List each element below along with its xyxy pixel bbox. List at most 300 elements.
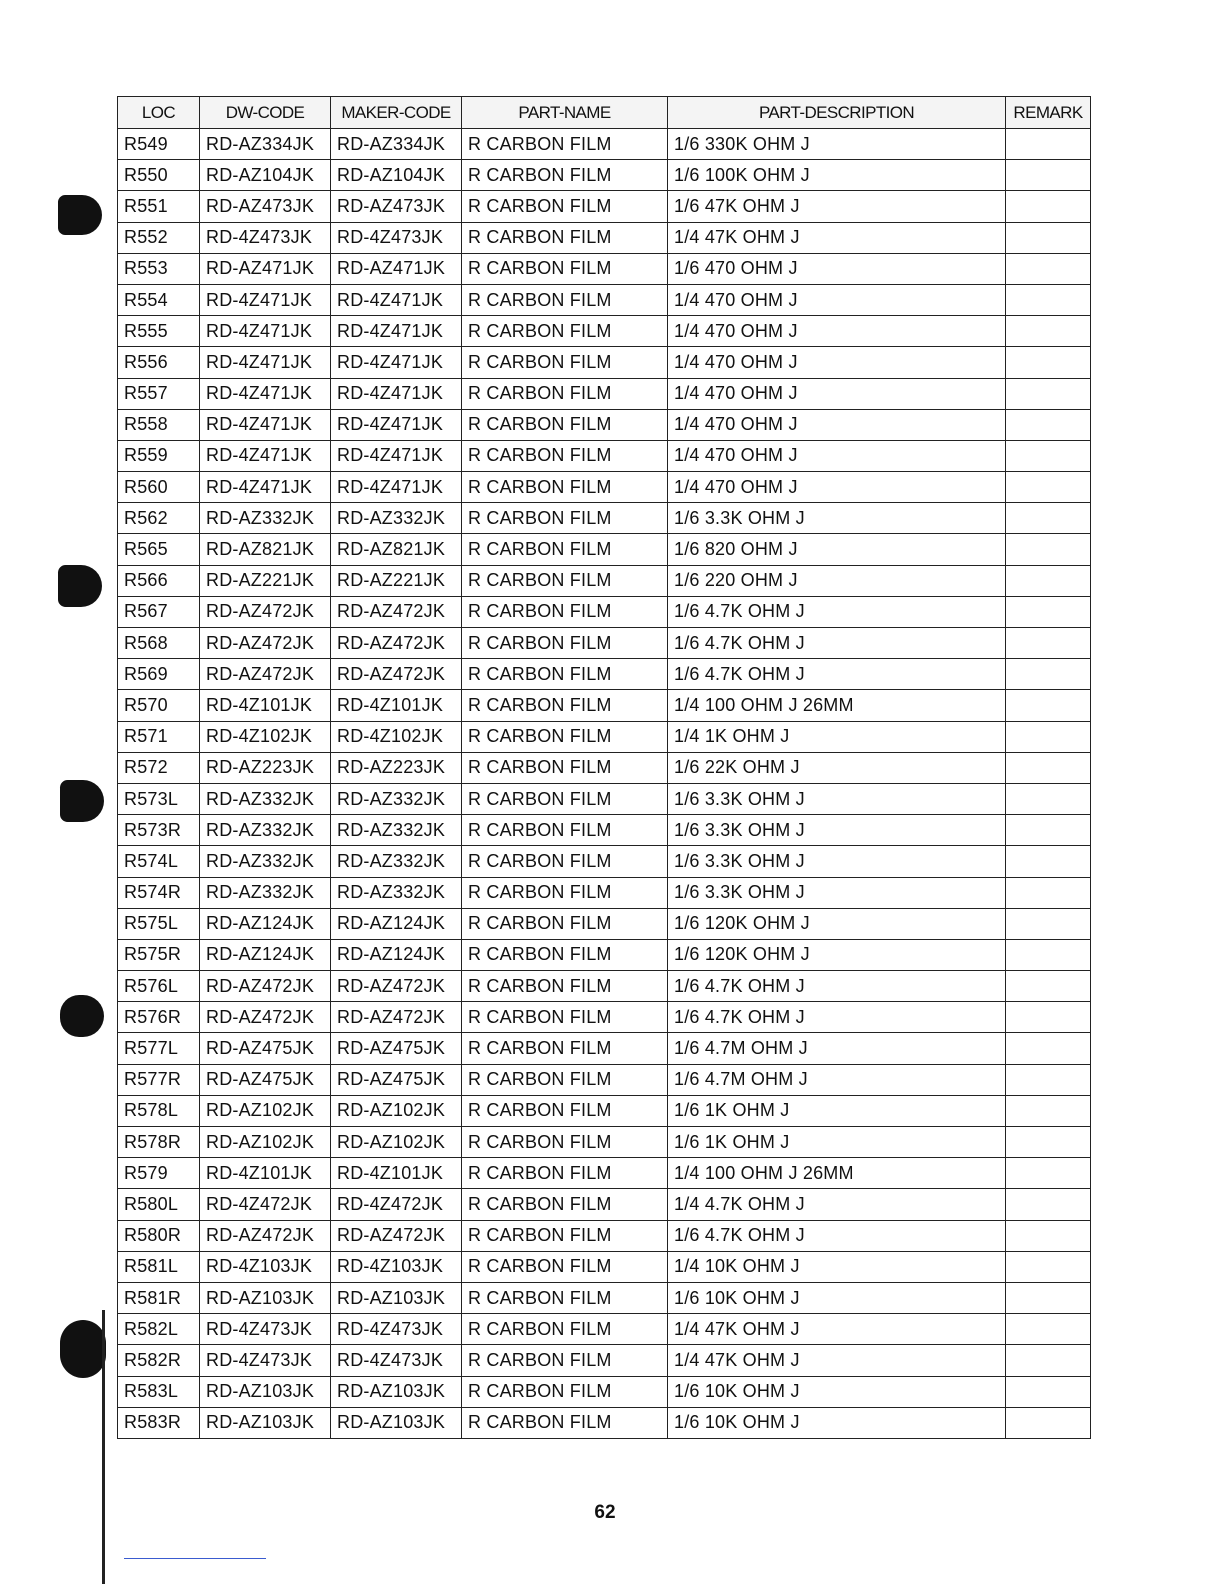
cell-part-description: 1/6 47K OHM J bbox=[668, 191, 1006, 222]
cell-maker-code: RD-AZ332JK bbox=[331, 877, 462, 908]
cell-part-description: 1/4 100 OHM J 26MM bbox=[668, 690, 1006, 721]
cell-part-name: R CARBON FILM bbox=[462, 440, 668, 471]
cell-remark bbox=[1006, 1095, 1091, 1126]
cell-remark bbox=[1006, 1002, 1091, 1033]
cell-maker-code: RD-AZ471JK bbox=[331, 253, 462, 284]
cell-part-name: R CARBON FILM bbox=[462, 1095, 668, 1126]
header-maker-code: MAKER-CODE bbox=[331, 97, 462, 129]
table-row bbox=[118, 129, 1091, 160]
cell-maker-code: RD-AZ103JK bbox=[331, 1282, 462, 1313]
table-row bbox=[118, 1251, 1091, 1282]
cell-remark bbox=[1006, 815, 1091, 846]
cell-remark bbox=[1006, 284, 1091, 315]
table-row bbox=[118, 284, 1091, 315]
table-row bbox=[118, 409, 1091, 440]
cell-remark bbox=[1006, 1033, 1091, 1064]
cell-maker-code: RD-4Z471JK bbox=[331, 409, 462, 440]
cell-loc: R576L bbox=[118, 971, 200, 1002]
cell-dw-code: RD-AZ332JK bbox=[200, 877, 331, 908]
cell-dw-code: RD-4Z471JK bbox=[200, 316, 331, 347]
cell-part-description: 1/6 10K OHM J bbox=[668, 1407, 1006, 1438]
table-row bbox=[118, 659, 1091, 690]
cell-loc: R557 bbox=[118, 378, 200, 409]
table-row bbox=[118, 347, 1091, 378]
cell-part-name: R CARBON FILM bbox=[462, 628, 668, 659]
cell-maker-code: RD-4Z473JK bbox=[331, 222, 462, 253]
cell-loc: R581R bbox=[118, 1282, 200, 1313]
cell-loc: R575L bbox=[118, 908, 200, 939]
cell-maker-code: RD-AZ472JK bbox=[331, 628, 462, 659]
cell-remark bbox=[1006, 160, 1091, 191]
cell-part-name: R CARBON FILM bbox=[462, 1189, 668, 1220]
cell-part-description: 1/4 470 OHM J bbox=[668, 409, 1006, 440]
table-header-row bbox=[118, 97, 1091, 129]
cell-part-description: 1/4 470 OHM J bbox=[668, 316, 1006, 347]
cell-part-name: R CARBON FILM bbox=[462, 1314, 668, 1345]
cell-dw-code: RD-4Z471JK bbox=[200, 284, 331, 315]
cell-dw-code: RD-4Z471JK bbox=[200, 378, 331, 409]
cell-loc: R580L bbox=[118, 1189, 200, 1220]
binder-edge-line bbox=[102, 1310, 105, 1584]
cell-remark bbox=[1006, 628, 1091, 659]
table-row bbox=[118, 253, 1091, 284]
cell-part-name: R CARBON FILM bbox=[462, 1064, 668, 1095]
cell-dw-code: RD-AZ332JK bbox=[200, 503, 331, 534]
cell-remark bbox=[1006, 877, 1091, 908]
cell-dw-code: RD-AZ472JK bbox=[200, 971, 331, 1002]
binder-hole-mark bbox=[58, 565, 102, 607]
table-row bbox=[118, 160, 1091, 191]
cell-part-name: R CARBON FILM bbox=[462, 503, 668, 534]
cell-remark bbox=[1006, 752, 1091, 783]
cell-loc: R576R bbox=[118, 1002, 200, 1033]
table-row bbox=[118, 877, 1091, 908]
table-row bbox=[118, 1064, 1091, 1095]
cell-part-description: 1/4 470 OHM J bbox=[668, 378, 1006, 409]
cell-part-description: 1/6 4.7M OHM J bbox=[668, 1064, 1006, 1095]
table-row bbox=[118, 1033, 1091, 1064]
table-row bbox=[118, 939, 1091, 970]
cell-remark bbox=[1006, 659, 1091, 690]
cell-part-name: R CARBON FILM bbox=[462, 1002, 668, 1033]
cell-loc: R577R bbox=[118, 1064, 200, 1095]
cell-part-name: R CARBON FILM bbox=[462, 1345, 668, 1376]
cell-part-name: R CARBON FILM bbox=[462, 846, 668, 877]
cell-maker-code: RD-AZ103JK bbox=[331, 1407, 462, 1438]
cell-part-description: 1/6 4.7K OHM J bbox=[668, 659, 1006, 690]
table-row bbox=[118, 316, 1091, 347]
cell-part-description: 1/6 330K OHM J bbox=[668, 129, 1006, 160]
cell-part-description: 1/6 120K OHM J bbox=[668, 908, 1006, 939]
table-row bbox=[118, 191, 1091, 222]
cell-loc: R551 bbox=[118, 191, 200, 222]
table-row bbox=[118, 908, 1091, 939]
cell-dw-code: RD-4Z101JK bbox=[200, 1158, 331, 1189]
cell-maker-code: RD-AZ103JK bbox=[331, 1376, 462, 1407]
cell-loc: R572 bbox=[118, 752, 200, 783]
cell-loc: R581L bbox=[118, 1251, 200, 1282]
cell-part-description: 1/4 47K OHM J bbox=[668, 222, 1006, 253]
cell-part-name: R CARBON FILM bbox=[462, 1251, 668, 1282]
cell-remark bbox=[1006, 534, 1091, 565]
cell-loc: R574R bbox=[118, 877, 200, 908]
cell-maker-code: RD-4Z471JK bbox=[331, 347, 462, 378]
header-dw-code: DW-CODE bbox=[200, 97, 331, 129]
cell-loc: R558 bbox=[118, 409, 200, 440]
cell-loc: R569 bbox=[118, 659, 200, 690]
cell-part-name: R CARBON FILM bbox=[462, 1282, 668, 1313]
cell-dw-code: RD-4Z473JK bbox=[200, 1345, 331, 1376]
cell-part-name: R CARBON FILM bbox=[462, 1407, 668, 1438]
cell-part-description: 1/6 3.3K OHM J bbox=[668, 815, 1006, 846]
cell-loc: R560 bbox=[118, 472, 200, 503]
cell-remark bbox=[1006, 908, 1091, 939]
cell-part-name: R CARBON FILM bbox=[462, 752, 668, 783]
cell-part-name: R CARBON FILM bbox=[462, 877, 668, 908]
cell-maker-code: RD-AZ472JK bbox=[331, 1220, 462, 1251]
table-row bbox=[118, 596, 1091, 627]
cell-maker-code: RD-4Z472JK bbox=[331, 1189, 462, 1220]
cell-remark bbox=[1006, 939, 1091, 970]
cell-loc: R556 bbox=[118, 347, 200, 378]
cell-part-name: R CARBON FILM bbox=[462, 378, 668, 409]
cell-part-description: 1/6 3.3K OHM J bbox=[668, 503, 1006, 534]
cell-loc: R573L bbox=[118, 783, 200, 814]
cell-part-description: 1/6 4.7M OHM J bbox=[668, 1033, 1006, 1064]
header-part-name: PART-NAME bbox=[462, 97, 668, 129]
cell-maker-code: RD-4Z473JK bbox=[331, 1314, 462, 1345]
cell-part-name: R CARBON FILM bbox=[462, 1376, 668, 1407]
cell-part-description: 1/4 1K OHM J bbox=[668, 721, 1006, 752]
cell-part-description: 1/6 4.7K OHM J bbox=[668, 1002, 1006, 1033]
table-row bbox=[118, 378, 1091, 409]
cell-part-description: 1/6 820 OHM J bbox=[668, 534, 1006, 565]
cell-part-name: R CARBON FILM bbox=[462, 659, 668, 690]
table-body bbox=[118, 129, 1091, 1439]
cell-loc: R571 bbox=[118, 721, 200, 752]
cell-loc: R578R bbox=[118, 1127, 200, 1158]
cell-part-name: R CARBON FILM bbox=[462, 160, 668, 191]
cell-dw-code: RD-AZ472JK bbox=[200, 1002, 331, 1033]
cell-maker-code: RD-4Z471JK bbox=[331, 472, 462, 503]
cell-dw-code: RD-AZ104JK bbox=[200, 160, 331, 191]
binder-hole-mark bbox=[58, 195, 102, 235]
cell-part-name: R CARBON FILM bbox=[462, 534, 668, 565]
cell-part-name: R CARBON FILM bbox=[462, 908, 668, 939]
cell-remark bbox=[1006, 191, 1091, 222]
table-row bbox=[118, 472, 1091, 503]
cell-dw-code: RD-AZ223JK bbox=[200, 752, 331, 783]
cell-loc: R552 bbox=[118, 222, 200, 253]
cell-remark bbox=[1006, 1189, 1091, 1220]
cell-maker-code: RD-AZ472JK bbox=[331, 596, 462, 627]
cell-dw-code: RD-4Z102JK bbox=[200, 721, 331, 752]
cell-maker-code: RD-AZ475JK bbox=[331, 1064, 462, 1095]
cell-remark bbox=[1006, 472, 1091, 503]
cell-loc: R577L bbox=[118, 1033, 200, 1064]
cell-loc: R583L bbox=[118, 1376, 200, 1407]
cell-part-description: 1/4 470 OHM J bbox=[668, 347, 1006, 378]
cell-dw-code: RD-AZ124JK bbox=[200, 908, 331, 939]
cell-loc: R566 bbox=[118, 565, 200, 596]
table-row bbox=[118, 628, 1091, 659]
cell-loc: R554 bbox=[118, 284, 200, 315]
cell-dw-code: RD-AZ124JK bbox=[200, 939, 331, 970]
cell-dw-code: RD-AZ334JK bbox=[200, 129, 331, 160]
cell-part-description: 1/4 100 OHM J 26MM bbox=[668, 1158, 1006, 1189]
cell-loc: R582R bbox=[118, 1345, 200, 1376]
cell-remark bbox=[1006, 846, 1091, 877]
cell-part-description: 1/6 470 OHM J bbox=[668, 253, 1006, 284]
cell-remark bbox=[1006, 1220, 1091, 1251]
table-row bbox=[118, 721, 1091, 752]
cell-loc: R555 bbox=[118, 316, 200, 347]
cell-maker-code: RD-4Z473JK bbox=[331, 1345, 462, 1376]
table-row bbox=[118, 1282, 1091, 1313]
cell-part-name: R CARBON FILM bbox=[462, 1158, 668, 1189]
cell-loc: R568 bbox=[118, 628, 200, 659]
cell-remark bbox=[1006, 565, 1091, 596]
table-row bbox=[118, 1345, 1091, 1376]
cell-remark bbox=[1006, 1064, 1091, 1095]
cell-dw-code: RD-4Z471JK bbox=[200, 409, 331, 440]
cell-maker-code: RD-4Z471JK bbox=[331, 378, 462, 409]
cell-loc: R575R bbox=[118, 939, 200, 970]
cell-part-description: 1/6 22K OHM J bbox=[668, 752, 1006, 783]
cell-maker-code: RD-AZ104JK bbox=[331, 160, 462, 191]
cell-part-description: 1/6 120K OHM J bbox=[668, 939, 1006, 970]
cell-dw-code: RD-4Z471JK bbox=[200, 347, 331, 378]
cell-remark bbox=[1006, 1376, 1091, 1407]
cell-loc: R565 bbox=[118, 534, 200, 565]
cell-loc: R559 bbox=[118, 440, 200, 471]
binder-hole-mark bbox=[60, 1320, 106, 1378]
cell-part-description: 1/6 1K OHM J bbox=[668, 1127, 1006, 1158]
cell-dw-code: RD-AZ332JK bbox=[200, 846, 331, 877]
cell-remark bbox=[1006, 1127, 1091, 1158]
cell-part-name: R CARBON FILM bbox=[462, 222, 668, 253]
cell-dw-code: RD-AZ472JK bbox=[200, 628, 331, 659]
cell-part-name: R CARBON FILM bbox=[462, 565, 668, 596]
cell-loc: R574L bbox=[118, 846, 200, 877]
cell-part-description: 1/4 470 OHM J bbox=[668, 472, 1006, 503]
cell-dw-code: RD-4Z471JK bbox=[200, 440, 331, 471]
cell-part-name: R CARBON FILM bbox=[462, 815, 668, 846]
cell-dw-code: RD-AZ103JK bbox=[200, 1376, 331, 1407]
cell-maker-code: RD-4Z101JK bbox=[331, 1158, 462, 1189]
cell-maker-code: RD-4Z471JK bbox=[331, 316, 462, 347]
cell-part-description: 1/4 470 OHM J bbox=[668, 440, 1006, 471]
cell-remark bbox=[1006, 596, 1091, 627]
cell-maker-code: RD-4Z471JK bbox=[331, 440, 462, 471]
table-row bbox=[118, 1127, 1091, 1158]
cell-maker-code: RD-AZ475JK bbox=[331, 1033, 462, 1064]
cell-remark bbox=[1006, 503, 1091, 534]
table-row bbox=[118, 1314, 1091, 1345]
cell-dw-code: RD-4Z473JK bbox=[200, 222, 331, 253]
cell-remark bbox=[1006, 783, 1091, 814]
cell-dw-code: RD-AZ102JK bbox=[200, 1095, 331, 1126]
cell-loc: R580R bbox=[118, 1220, 200, 1251]
cell-remark bbox=[1006, 316, 1091, 347]
cell-remark bbox=[1006, 1314, 1091, 1345]
cell-maker-code: RD-AZ332JK bbox=[331, 783, 462, 814]
header-loc: LOC bbox=[118, 97, 200, 129]
cell-maker-code: RD-AZ332JK bbox=[331, 846, 462, 877]
cell-part-name: R CARBON FILM bbox=[462, 347, 668, 378]
cell-dw-code: RD-AZ102JK bbox=[200, 1127, 331, 1158]
cell-dw-code: RD-AZ821JK bbox=[200, 534, 331, 565]
cell-maker-code: RD-4Z471JK bbox=[331, 284, 462, 315]
cell-part-name: R CARBON FILM bbox=[462, 1033, 668, 1064]
cell-loc: R578L bbox=[118, 1095, 200, 1126]
cell-maker-code: RD-AZ473JK bbox=[331, 191, 462, 222]
cell-maker-code: RD-AZ472JK bbox=[331, 971, 462, 1002]
cell-remark bbox=[1006, 222, 1091, 253]
cell-part-description: 1/6 10K OHM J bbox=[668, 1282, 1006, 1313]
cell-part-name: R CARBON FILM bbox=[462, 721, 668, 752]
cell-part-description: 1/6 3.3K OHM J bbox=[668, 846, 1006, 877]
cell-dw-code: RD-AZ475JK bbox=[200, 1064, 331, 1095]
cell-part-name: R CARBON FILM bbox=[462, 253, 668, 284]
cell-maker-code: RD-AZ102JK bbox=[331, 1127, 462, 1158]
cell-part-description: 1/4 47K OHM J bbox=[668, 1314, 1006, 1345]
cell-maker-code: RD-AZ472JK bbox=[331, 659, 462, 690]
cell-dw-code: RD-4Z473JK bbox=[200, 1314, 331, 1345]
cell-part-name: R CARBON FILM bbox=[462, 409, 668, 440]
cell-part-description: 1/6 3.3K OHM J bbox=[668, 783, 1006, 814]
cell-loc: R579 bbox=[118, 1158, 200, 1189]
cell-remark bbox=[1006, 1158, 1091, 1189]
cell-remark bbox=[1006, 253, 1091, 284]
cell-maker-code: RD-AZ332JK bbox=[331, 503, 462, 534]
cell-remark bbox=[1006, 440, 1091, 471]
cell-maker-code: RD-AZ102JK bbox=[331, 1095, 462, 1126]
cell-part-name: R CARBON FILM bbox=[462, 316, 668, 347]
table-row bbox=[118, 752, 1091, 783]
cell-maker-code: RD-AZ332JK bbox=[331, 815, 462, 846]
cell-loc: R567 bbox=[118, 596, 200, 627]
header-remark: REMARK bbox=[1006, 97, 1091, 129]
cell-remark bbox=[1006, 971, 1091, 1002]
cell-part-description: 1/6 4.7K OHM J bbox=[668, 1220, 1006, 1251]
table-row bbox=[118, 1095, 1091, 1126]
table-row bbox=[118, 1220, 1091, 1251]
cell-loc: R583R bbox=[118, 1407, 200, 1438]
cell-part-name: R CARBON FILM bbox=[462, 690, 668, 721]
cell-dw-code: RD-4Z101JK bbox=[200, 690, 331, 721]
cell-dw-code: RD-AZ473JK bbox=[200, 191, 331, 222]
cell-part-name: R CARBON FILM bbox=[462, 129, 668, 160]
cell-part-description: 1/4 10K OHM J bbox=[668, 1251, 1006, 1282]
table-row bbox=[118, 1376, 1091, 1407]
table-row bbox=[118, 503, 1091, 534]
cell-dw-code: RD-AZ472JK bbox=[200, 1220, 331, 1251]
cell-loc: R582L bbox=[118, 1314, 200, 1345]
cell-loc: R549 bbox=[118, 129, 200, 160]
cell-part-description: 1/6 220 OHM J bbox=[668, 565, 1006, 596]
table-row bbox=[118, 440, 1091, 471]
page-number: 62 bbox=[594, 1502, 616, 1523]
cell-dw-code: RD-AZ472JK bbox=[200, 659, 331, 690]
cell-remark bbox=[1006, 1251, 1091, 1282]
cell-dw-code: RD-AZ332JK bbox=[200, 783, 331, 814]
cell-part-description: 1/6 4.7K OHM J bbox=[668, 971, 1006, 1002]
cell-loc: R573R bbox=[118, 815, 200, 846]
cell-loc: R553 bbox=[118, 253, 200, 284]
cell-loc: R570 bbox=[118, 690, 200, 721]
cell-remark bbox=[1006, 347, 1091, 378]
cell-maker-code: RD-AZ334JK bbox=[331, 129, 462, 160]
cell-remark bbox=[1006, 690, 1091, 721]
footer-rule bbox=[124, 1558, 266, 1559]
cell-part-description: 1/6 3.3K OHM J bbox=[668, 877, 1006, 908]
cell-remark bbox=[1006, 378, 1091, 409]
table-row bbox=[118, 971, 1091, 1002]
cell-maker-code: RD-AZ821JK bbox=[331, 534, 462, 565]
cell-part-description: 1/4 4.7K OHM J bbox=[668, 1189, 1006, 1220]
table-row bbox=[118, 534, 1091, 565]
cell-remark bbox=[1006, 1407, 1091, 1438]
table-row bbox=[118, 1158, 1091, 1189]
cell-part-name: R CARBON FILM bbox=[462, 191, 668, 222]
cell-maker-code: RD-4Z103JK bbox=[331, 1251, 462, 1282]
cell-part-name: R CARBON FILM bbox=[462, 284, 668, 315]
cell-remark bbox=[1006, 1282, 1091, 1313]
cell-part-name: R CARBON FILM bbox=[462, 596, 668, 627]
cell-dw-code: RD-AZ332JK bbox=[200, 815, 331, 846]
cell-remark bbox=[1006, 721, 1091, 752]
parts-list-table bbox=[117, 96, 1091, 1439]
table-row bbox=[118, 815, 1091, 846]
cell-part-description: 1/6 10K OHM J bbox=[668, 1376, 1006, 1407]
cell-dw-code: RD-AZ103JK bbox=[200, 1282, 331, 1313]
cell-maker-code: RD-4Z101JK bbox=[331, 690, 462, 721]
cell-maker-code: RD-AZ223JK bbox=[331, 752, 462, 783]
cell-maker-code: RD-AZ221JK bbox=[331, 565, 462, 596]
cell-part-name: R CARBON FILM bbox=[462, 1127, 668, 1158]
table-row bbox=[118, 1407, 1091, 1438]
table-row bbox=[118, 783, 1091, 814]
cell-dw-code: RD-AZ475JK bbox=[200, 1033, 331, 1064]
cell-part-description: 1/6 4.7K OHM J bbox=[668, 596, 1006, 627]
binder-hole-mark bbox=[60, 995, 104, 1037]
table-row bbox=[118, 1002, 1091, 1033]
cell-part-description: 1/6 1K OHM J bbox=[668, 1095, 1006, 1126]
cell-part-description: 1/4 47K OHM J bbox=[668, 1345, 1006, 1376]
cell-part-description: 1/6 100K OHM J bbox=[668, 160, 1006, 191]
cell-maker-code: RD-AZ124JK bbox=[331, 908, 462, 939]
cell-part-name: R CARBON FILM bbox=[462, 783, 668, 814]
cell-remark bbox=[1006, 1345, 1091, 1376]
table-row bbox=[118, 1189, 1091, 1220]
cell-part-description: 1/4 470 OHM J bbox=[668, 284, 1006, 315]
cell-maker-code: RD-AZ124JK bbox=[331, 939, 462, 970]
cell-part-description: 1/6 4.7K OHM J bbox=[668, 628, 1006, 659]
cell-part-name: R CARBON FILM bbox=[462, 939, 668, 970]
cell-part-name: R CARBON FILM bbox=[462, 971, 668, 1002]
cell-maker-code: RD-4Z102JK bbox=[331, 721, 462, 752]
table-row bbox=[118, 690, 1091, 721]
cell-dw-code: RD-AZ221JK bbox=[200, 565, 331, 596]
cell-part-name: R CARBON FILM bbox=[462, 472, 668, 503]
cell-loc: R550 bbox=[118, 160, 200, 191]
cell-loc: R562 bbox=[118, 503, 200, 534]
cell-part-name: R CARBON FILM bbox=[462, 1220, 668, 1251]
header-part-description: PART-DESCRIPTION bbox=[668, 97, 1006, 129]
cell-dw-code: RD-4Z471JK bbox=[200, 472, 331, 503]
cell-remark bbox=[1006, 129, 1091, 160]
